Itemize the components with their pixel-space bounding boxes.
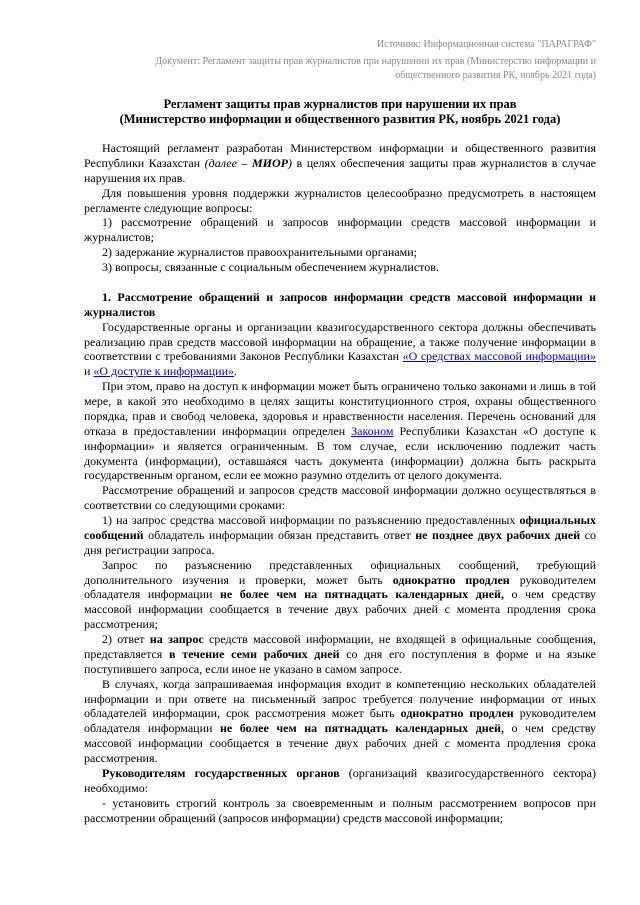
text-run: 1) на запрос средства массовой информации по разъяснению предоставленных	[102, 513, 520, 528]
text-run: 3) вопросы, связанные с социальным обеспечением журналистов.	[102, 260, 439, 275]
paragraph	[84, 260, 596, 275]
text-run: в целях обеспечения защиты прав журналистов в случае нарушения их прав.	[84, 155, 597, 185]
paragraph	[84, 483, 596, 513]
document-title-line-2: (Министерство информации и общественного развития РК, ноябрь 2021 года)	[119, 112, 561, 127]
text-run: официальных сообщений	[84, 513, 596, 542]
text-run: однократно продлен	[400, 706, 514, 721]
paragraph	[84, 186, 596, 216]
text-run: руководителем обладателя информации	[84, 706, 596, 736]
paragraph	[84, 215, 596, 245]
text-run: не более чем на пятнадцать календарных дней,	[219, 721, 504, 736]
text-run: (организаций квазигосударственного сектора) необходимо:	[84, 765, 596, 795]
text-run: (далее –	[204, 155, 252, 170]
text-run: средств массовой информации, не входящей в официальные сообщения, представляется	[84, 632, 597, 661]
text-run: не позднее двух рабочих дней	[415, 527, 581, 542]
paragraph	[84, 796, 596, 826]
text-run: со дня регистрации запроса.	[84, 527, 597, 557]
document-title	[84, 97, 596, 129]
paragraph	[84, 558, 596, 632]
source-line: Источник: Информационная система "ПАРАГРАФ"	[377, 39, 596, 50]
text-run: Для повышения уровня поддержки журналистов целесообразно предусмотреть в настоящем регламенте следующие вопросы:	[84, 185, 596, 215]
text-run: Настоящий регламент разработан Министерством информации и общественного развития Республики Казахстан	[84, 141, 596, 170]
document-body	[84, 141, 596, 825]
document-info-line: Документ: Регламент защиты прав журналистов при нарушении их прав (Министерство информации и общественного развития РК, ноябрь 2021 года)	[155, 56, 596, 82]
document-title-line-1: Регламент защиты прав журналистов при нарушении их прав	[163, 96, 517, 111]
text-run: Республики Казахстан «О доступе к информации» и является ограниченным. В том случае, если исключению подлежит часть документа (информации), оставшаяся часть документа (информации) должна быть раскрыта государственным органом, если ее можно разумно отделить от целого документа.	[84, 423, 597, 483]
paragraph	[84, 513, 596, 558]
document-link[interactable]: «О средствах массовой информации»	[402, 349, 596, 364]
paragraph	[84, 677, 596, 766]
text-run: Руководителям государственных органов	[102, 765, 340, 780]
text-run: При этом, право на доступ к информации может быть ограничено только законами и лишь в той мере, в какой это необходимо в целях защиты конституционного строя, охраны общественного порядка, прав и свобод человека, здоровья и нравственности населения. Перечень оснований для отказа в предоставлении информации определен	[84, 379, 596, 438]
text-run: - установить строгий контроль за своевременным и полным рассмотрением вопросов при рассмотрении обращений (запросов информации) средств массовой информации;	[84, 795, 596, 825]
text-run: Запрос по разъяснению представленных официальных сообщений, требующий дополнительного изучения и проверки, может быть	[84, 557, 596, 587]
text-run: однократно продлен	[392, 572, 510, 587]
paragraph	[84, 379, 596, 483]
document-link[interactable]: «О доступе к информации»	[93, 364, 235, 379]
text-run: В случаях, когда запрашиваемая информация входит в компетенцию нескольких обладателей информации и при ответе на письменный запрос требуется получение информации от иных обладателей информации, срок рассмотрения может быть	[84, 676, 596, 721]
text-run: 1) рассмотрение обращений и запросов информации средств массовой информации и журналистов;	[84, 215, 596, 245]
text-run: со дня его поступления в форме и на языке поступившего запроса, если иное не указано в самом запросе.	[84, 646, 596, 676]
section-heading	[84, 290, 596, 320]
text-run: МИОР	[251, 155, 288, 170]
paragraph	[84, 141, 596, 186]
paragraph	[84, 320, 596, 380]
text-run: 1. Рассмотрение обращений и запросов информации средств массовой информации и журналистов	[84, 289, 596, 319]
text-run: в течение семи рабочих дней	[169, 646, 340, 661]
text-run: Государственные органы и организации квазигосударственного сектора должны обеспечивать реализацию прав средств массовой информации на обращение, а также получение информации в соответствии с требованиями Законов Республики Казахстан	[84, 319, 596, 364]
paragraph	[84, 245, 596, 260]
text-run: и	[84, 364, 94, 379]
text-run: не более чем на пятнадцать календарных дней,	[219, 587, 504, 602]
text-run: о чем средству массовой информации сообщается в течение двух рабочих дней с момента продления срока рассмотрения.	[84, 721, 596, 766]
blank-line	[84, 275, 596, 290]
text-run: руководителем обладателя информации	[84, 572, 597, 602]
text-run: о чем средству массовой информации сообщается в течение двух рабочих дней с момента продления срока рассмотрения;	[84, 587, 596, 632]
text-run: 2) задержание журналистов правоохранительными органами;	[102, 245, 417, 260]
document-header	[84, 38, 596, 84]
paragraph	[84, 766, 596, 796]
text-run: Рассмотрение обращений и запросов средств массовой информации должно осуществляться в соответствии со следующими сроками:	[84, 483, 596, 513]
text-run: 2) ответ	[102, 632, 150, 647]
text-run: .	[234, 364, 238, 379]
paragraph	[84, 632, 596, 677]
text-run: на запрос	[149, 632, 204, 647]
text-run: обладатель информации обязан представить ответ	[143, 527, 416, 542]
text-run: )	[287, 155, 292, 170]
document-link[interactable]: Законом	[351, 423, 394, 438]
